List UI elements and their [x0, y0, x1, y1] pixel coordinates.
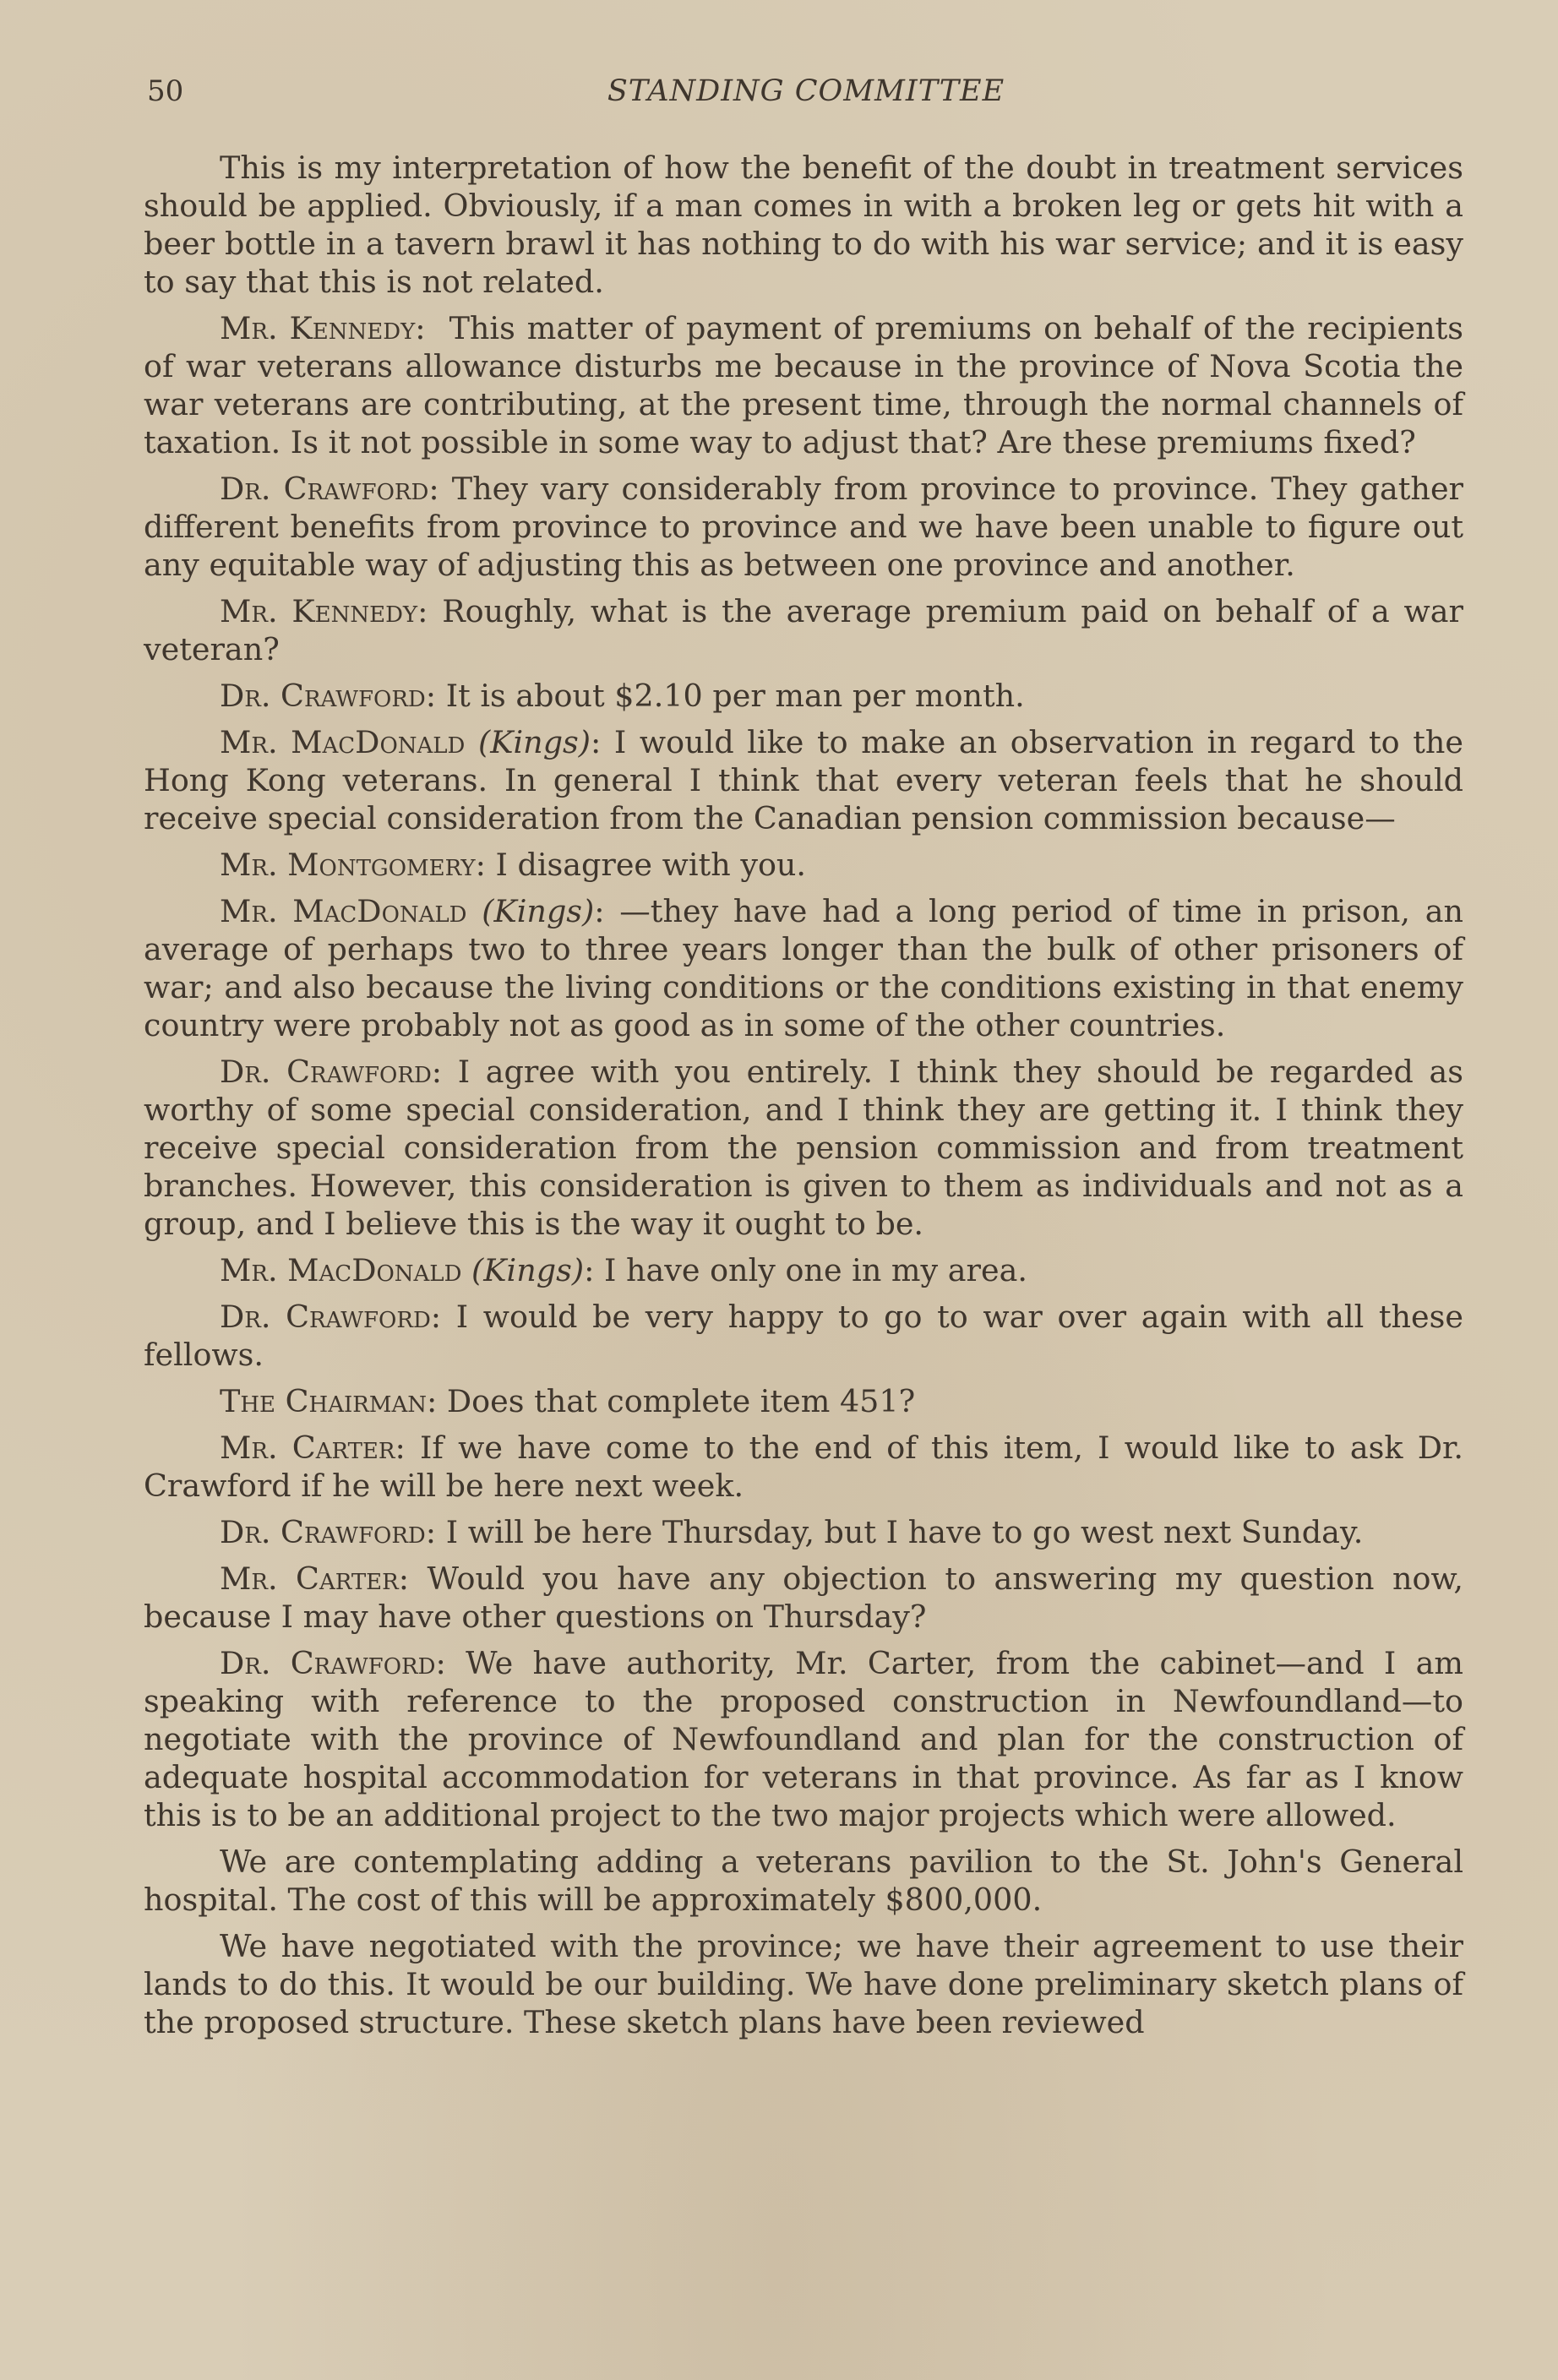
transcript-body [144, 149, 1463, 2050]
speaker-name: Dr. Crawford [220, 471, 429, 507]
speaker-name: Dr. Crawford [220, 1054, 432, 1090]
paragraph: Dr. Crawford: I agree with you entirely. I think they should be regarded as worthy of some special consideration, and I think they are getting it. I think they receive special consideration from the pension commission and from treatment branches. However, this consideration is given to them as individuals and not as a group, and I believe this is the way it ought to be. [144, 1054, 1463, 1242]
speaker-name: Mr. MacDonald [220, 1252, 462, 1288]
speaker-name: Mr. Montgomery [220, 847, 476, 883]
paragraph-text: —they have had a long period of time in prison, an average of perhaps two to three years longer than the bulk of other prisoners of war; and also because the living conditions or the conditions existing in that enemy country were probably not as good as in some of the other countries. [144, 893, 1463, 1043]
page-header [147, 74, 1465, 120]
paragraph-text: I disagree with you. [495, 847, 807, 883]
speaker-name: Mr. Kennedy [220, 593, 418, 629]
speaker-name: Mr. Carter [220, 1430, 395, 1466]
paragraph-text: I have only one in my area. [603, 1252, 1027, 1288]
paragraph: Dr. Crawford: They vary considerably from province to province. They gather different benefits from province to province and we have been unable to figure out any equitable way of adjusting this as between one province and another. [144, 471, 1463, 583]
paragraph: Dr. Crawford: I would be very happy to go to war over again with all these fellows. [144, 1299, 1463, 1373]
speaker-name: Mr. Kennedy [220, 310, 416, 346]
paragraph: Mr. MacDonald (Kings): I have only one in my area. [220, 1252, 1027, 1288]
paragraph-text: We are contemplating adding a veterans pavilion to the St. John's General hospital. The cost of this will be approximately $800,000. [144, 1844, 1463, 1918]
paragraph-text: They vary considerably from province to province. They gather different benefits from province to province and we have been unable to figure out any equitable way of adjusting this as between one province and another. [144, 471, 1463, 583]
paragraph-text: We have negotiated with the province; we have their agreement to use their lands to do this. It would be our building. We have done preliminary sketch plans of the proposed structure. These sketch plans have been reviewed [144, 1928, 1463, 2040]
paragraph: Mr. Montgomery: I disagree with you. [220, 847, 807, 883]
paragraph: Mr. MacDonald (Kings): —they have had a long period of time in prison, an average of perhaps two to three years longer than the bulk of other prisoners of war; and also because the living conditions or the conditions existing in that enemy country were probably not as good as in some of the other countries. [144, 893, 1463, 1043]
paragraph: Mr. MacDonald (Kings): I would like to make an observation in regard to the Hong Kong veterans. In general I think that every veteran feels that he should receive special consideration from the Canadian pension commission because— [144, 724, 1463, 836]
speaker-constituency: (Kings) [478, 724, 591, 760]
speaker-name: The Chairman [220, 1383, 427, 1419]
paragraph-text: We have authority, Mr. Carter, from the cabinet—and I am speaking with reference to the proposed construction in Newfoundland—to negotiate with the province of Newfoundland and plan for the construction of adequate hospital accommodation for veterans in that province. As far as I know this is to be an additional project to the two major projects which were allowed. [144, 1645, 1463, 1833]
paragraph-text: I agree with you entirely. I think they should be regarded as worthy of some special consideration, and I think they are getting it. I think they receive special consideration from the pension commission and from treatment branches. However, this consideration is given to them as individuals and not as a group, and I believe this is the way it ought to be. [144, 1054, 1463, 1242]
speaker-name: Dr. Crawford [220, 1299, 431, 1335]
paragraph: Mr. Kennedy: This matter of payment of premiums on behalf of the recipients of war veterans allowance disturbs me because in the province of Nova Scotia the war veterans are contributing, at the present time, through the normal channels of taxation. Is it not possible in some way to adjust that? Are these premiums fixed? [144, 310, 1463, 460]
paragraph: The Chairman: Does that complete item 451? [220, 1383, 916, 1419]
paragraph: Mr. Carter: If we have come to the end of this item, I would like to ask Dr. Crawford if he will be here next week. [144, 1430, 1464, 1504]
paragraph [144, 1843, 1463, 1919]
paragraph-text: Roughly, what is the average premium paid on behalf of a war veteran? [144, 593, 1463, 667]
speaker-name: Mr. MacDonald [220, 724, 466, 760]
paragraph-text: I would be very happy to go to war over again with all these fellows. [144, 1299, 1463, 1373]
speaker-name: Mr. Carter [220, 1560, 399, 1597]
paragraph: Mr. Carter: Would you have any objection to answering my question now, because I may have other questions on Thursday? [144, 1560, 1463, 1635]
paragraph [144, 149, 1463, 301]
paragraph-text: I will be here Thursday, but I have to go west next Sunday. [445, 1514, 1364, 1550]
page-number: 50 [147, 74, 184, 108]
paragraph: Dr. Crawford: It is about $2.10 per man per month. [220, 678, 1025, 714]
paragraph-text: I would like to make an observation in regard to the Hong Kong veterans. In general I think that every veteran feels that he should receive special consideration from the Canadian pension commission because— [144, 724, 1463, 836]
paragraph-text: This matter of payment of premiums on behalf of the recipients of war veterans allowance disturbs me because in the province of Nova Scotia the war veterans are contributing, at the present time, through the normal channels of taxation. Is it not possible in some way to adjust that? Are these premiums fixed? [144, 310, 1463, 460]
paragraph: Mr. Kennedy: Roughly, what is the average premium paid on behalf of a war veteran? [144, 593, 1463, 667]
speaker-constituency: (Kings) [471, 1252, 585, 1288]
running-title: STANDING COMMITTEE [607, 74, 1005, 108]
paragraph-text: Does that complete item 451? [446, 1383, 916, 1419]
paragraph-text: This is my interpretation of how the benefit of the doubt in treatment services should be applied. Obviously, if a man comes in with a broken leg or gets hit with a beer bottle in a tavern brawl it has nothing to do with his war service; and it is easy to say that this is not related. [144, 150, 1463, 300]
paragraph-text: It is about $2.10 per man per month. [445, 678, 1025, 714]
speaker-constituency: (Kings) [482, 893, 595, 929]
speaker-name: Mr. MacDonald [220, 893, 467, 929]
speaker-name: Dr. Crawford [220, 1645, 436, 1681]
paragraph [144, 1927, 1463, 2041]
paragraph: Dr. Crawford: We have authority, Mr. Carter, from the cabinet—and I am speaking with reference to the proposed construction in Newfoundland—to negotiate with the province of Newfoundland and plan for the construction of adequate hospital accommodation for veterans in that province. As far as I know this is to be an additional project to the two major projects which were allowed. [144, 1645, 1463, 1833]
paragraph-text: If we have come to the end of this item, I would like to ask Dr. Crawford if he will be here next week. [144, 1430, 1464, 1504]
paragraph-text: Would you have any objection to answering my question now, because I may have other questions on Thursday? [144, 1560, 1463, 1635]
speaker-name: Dr. Crawford [220, 678, 426, 714]
speaker-name: Dr. Crawford [220, 1514, 426, 1550]
paragraph: Dr. Crawford: I will be here Thursday, but I have to go west next Sunday. [220, 1514, 1364, 1550]
